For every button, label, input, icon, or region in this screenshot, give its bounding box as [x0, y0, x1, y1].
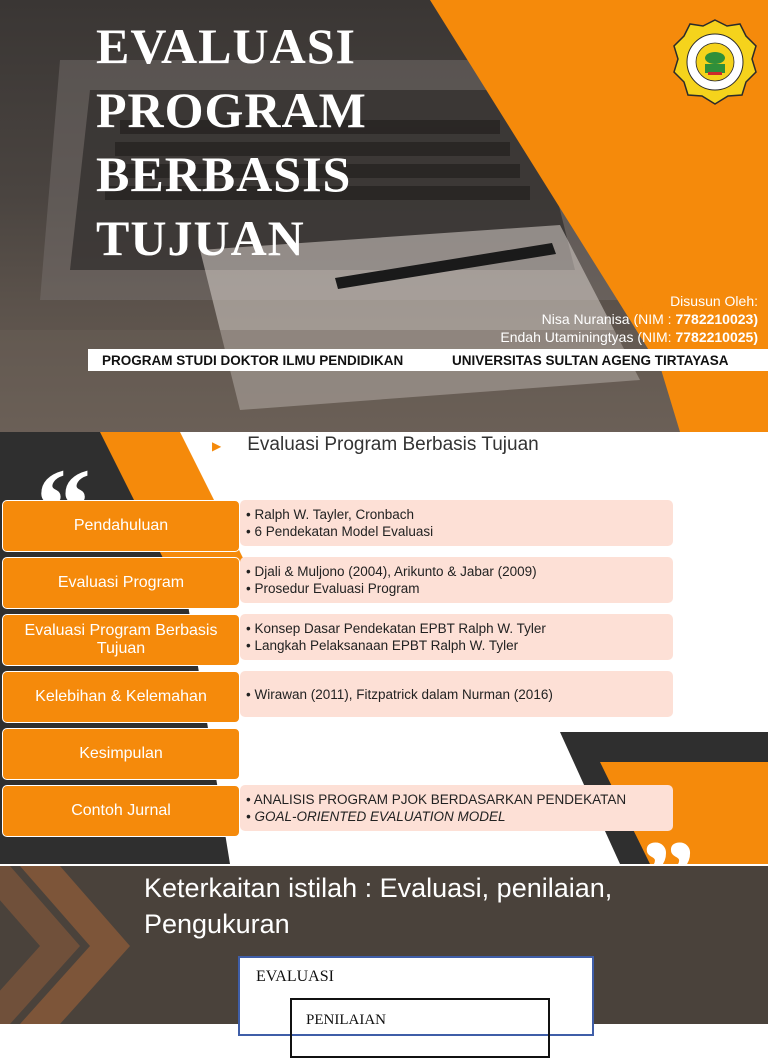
title-line: BERBASIS — [96, 146, 352, 202]
outline-row-details — [240, 614, 673, 660]
title-line: TUJUAN — [96, 210, 305, 266]
author-2-name: Endah Utaminingtyas (NIM: — [500, 329, 676, 345]
program-name: PROGRAM STUDI DOKTOR ILMU PENDIDIKAN — [102, 352, 404, 368]
detail-item: • Prosedur Evaluasi Program — [246, 581, 420, 596]
detail-item: • Langkah Pelaksanaan EPBT Ralph W. Tyler — [246, 638, 519, 653]
university-name: UNIVERSITAS SULTAN AGENG TIRTAYASA — [452, 352, 729, 368]
author-2 — [500, 328, 758, 346]
terms-title-line: Keterkaitan istilah : Evaluasi, penilaian, — [144, 873, 613, 903]
author-1-name: Nisa Nuranisa (NIM : — [541, 311, 676, 327]
title-line: EVALUASI — [96, 18, 356, 74]
slide-title — [96, 14, 367, 270]
diagram-inner-box — [290, 998, 550, 1058]
institution-bar — [88, 349, 768, 371]
outline-row-label: Evaluasi Program — [2, 557, 240, 609]
outline-row-details — [240, 557, 673, 603]
triangle-bullet-icon: ▶ — [212, 439, 222, 453]
detail-item: • Wirawan (2011), Fitzpatrick dalam Nurman (2016) — [246, 686, 553, 702]
outline-heading — [212, 434, 539, 456]
outline-slide — [0, 432, 768, 864]
diagram-penilaian-label: PENILAIAN — [306, 1012, 386, 1028]
diagram-evaluasi-label: EVALUASI — [256, 968, 334, 985]
university-logo — [672, 18, 758, 104]
detail-item: • 6 Pendekatan Model Evaluasi — [246, 524, 434, 539]
terms-title-line: Pengukuran — [144, 909, 290, 939]
outline-row-details — [240, 671, 673, 717]
outline-row-label: Kelebihan & Kelemahan — [2, 671, 240, 723]
authors-block — [500, 292, 758, 346]
terms-title — [144, 870, 612, 942]
outline-row-label: Contoh Jurnal — [2, 785, 240, 837]
outline-row-label: Evaluasi Program Berbasis Tujuan — [2, 614, 240, 666]
outline-row-details — [240, 785, 673, 831]
detail-item: • Ralph W. Tayler, Cronbach — [246, 507, 415, 522]
author-1-nim: 7782210023) — [675, 311, 758, 327]
nested-terms-diagram — [238, 956, 594, 1036]
title-slide — [0, 0, 768, 432]
title-line: PROGRAM — [96, 82, 367, 138]
terms-slide — [0, 866, 768, 1028]
author-1 — [500, 310, 758, 328]
detail-item: • ANALISIS PROGRAM PJOK BERDASARKAN PENDEKATAN — [246, 792, 627, 807]
detail-item: • GOAL-ORIENTED EVALUATION MODEL — [246, 809, 506, 824]
outline-row-label: Pendahuluan — [2, 500, 240, 552]
author-2-nim: 7782210025) — [675, 329, 758, 345]
detail-item: • Konsep Dasar Pendekatan EPBT Ralph W. Tyler — [246, 621, 546, 636]
compiled-by-label: Disusun Oleh: — [670, 293, 758, 309]
outline-heading-text: Evaluasi Program Berbasis Tujuan — [247, 434, 539, 455]
outline-row-label: Kesimpulan — [2, 728, 240, 780]
detail-item: • Djali & Muljono (2004), Arikunto & Jabar (2009) — [246, 564, 537, 579]
chevron-decoration — [0, 866, 130, 1024]
outline-row-details — [240, 500, 673, 546]
